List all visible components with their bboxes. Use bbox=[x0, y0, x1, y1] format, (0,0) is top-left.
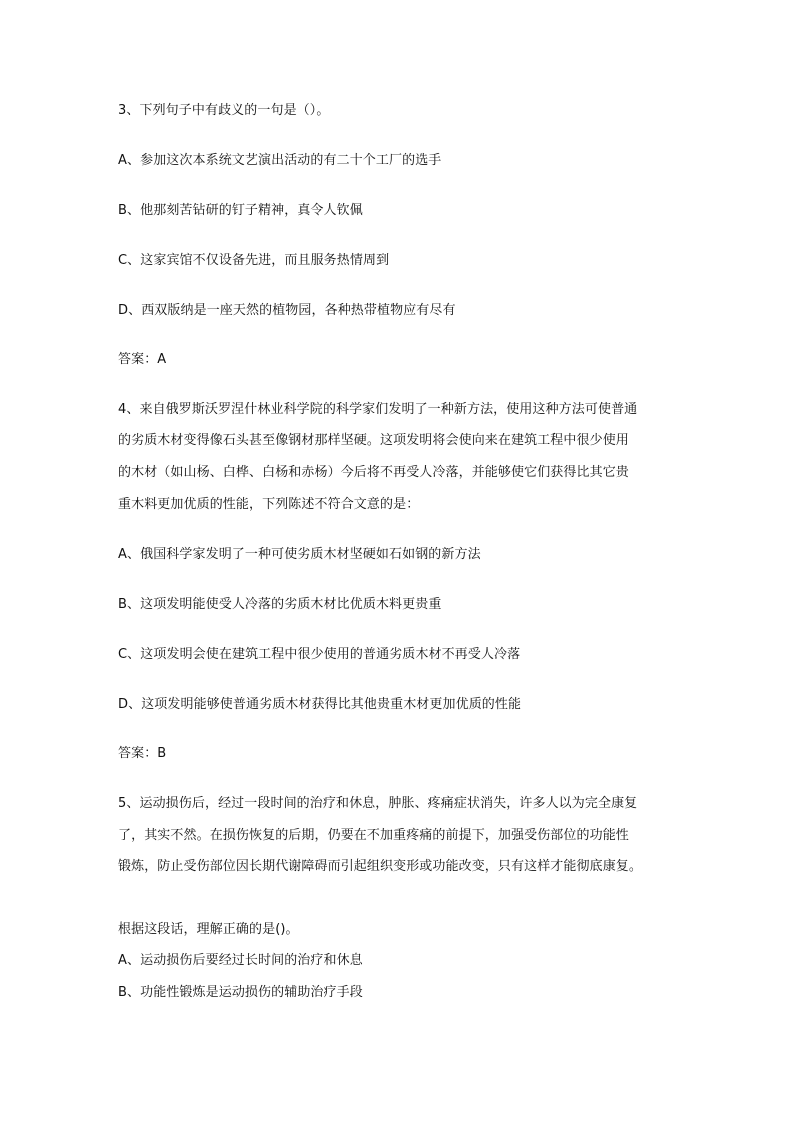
question-4-stem-line-2: 的劣质木材变得像石头甚至像钢材那样坚硬。这项发明将会使向来在建筑工程中很少使用 bbox=[118, 433, 629, 448]
question-3-option-a: A、参加这次本系统文艺演出活动的有二十个工厂的选手 bbox=[118, 153, 442, 168]
question-5-option-a: A、运动损伤后要经过长时间的治疗和休息 bbox=[118, 953, 363, 968]
question-4-option-a: A、俄国科学家发明了一种可使劣质木材坚硬如石如钢的新方法 bbox=[118, 547, 481, 562]
question-3-option-c: C、这家宾馆不仅设备先进，而且服务热情周到 bbox=[118, 253, 390, 268]
question-5-option-b: B、功能性锻炼是运动损伤的辅助治疗手段 bbox=[118, 985, 363, 1000]
question-4-stem-line-1: 4、来自俄罗斯沃罗涅什林业科学院的科学家们发明了一种新方法，使用这种方法可使普通 bbox=[118, 402, 638, 417]
question-3-answer: 答案：A bbox=[118, 352, 167, 367]
question-4-option-b: B、这项发明能使受人冷落的劣质木材比优质木料更贵重 bbox=[118, 597, 442, 612]
question-3-option-d: D、西双版纳是一座天然的植物园，各种热带植物应有尽有 bbox=[118, 303, 456, 318]
question-5-stem-line-1: 5、运动损伤后，经过一段时间的治疗和休息，肿胀、疼痛症状消失，许多人以为完全康复 bbox=[118, 796, 638, 811]
question-4-option-d: D、这项发明能够使普通劣质木材获得比其他贵重木材更加优质的性能 bbox=[118, 697, 522, 712]
question-4-option-c: C、这项发明会使在建筑工程中很少使用的普通劣质木材不再受人冷落 bbox=[118, 647, 521, 662]
question-5-stem-line-3: 锻炼，防止受伤部位因长期代谢障碍而引起组织变形或功能改变，只有这样才能彻底康复。 bbox=[118, 859, 643, 874]
question-5-stem-line-2: 了，其实不然。在损伤恢复的后期，仍要在不加重疼痛的前提下，加强受伤部位的功能性 bbox=[118, 828, 629, 843]
question-5-question: 根据这段话，理解正确的是()。 bbox=[118, 922, 299, 937]
question-3-option-b: B、他那刻苦钻研的钉子精神，真令人钦佩 bbox=[118, 203, 363, 218]
question-3-stem: 3、下列句子中有歧义的一句是（）。 bbox=[118, 103, 330, 118]
question-4-stem-line-4: 重木料更加优质的性能，下列陈述不符合文意的是： bbox=[118, 497, 420, 512]
question-4-answer: 答案：B bbox=[118, 746, 167, 761]
question-4-stem-line-3: 的木材（如山杨、白桦、白杨和赤杨）今后将不再受人冷落，并能够使它们获得比其它贵 bbox=[118, 465, 629, 480]
